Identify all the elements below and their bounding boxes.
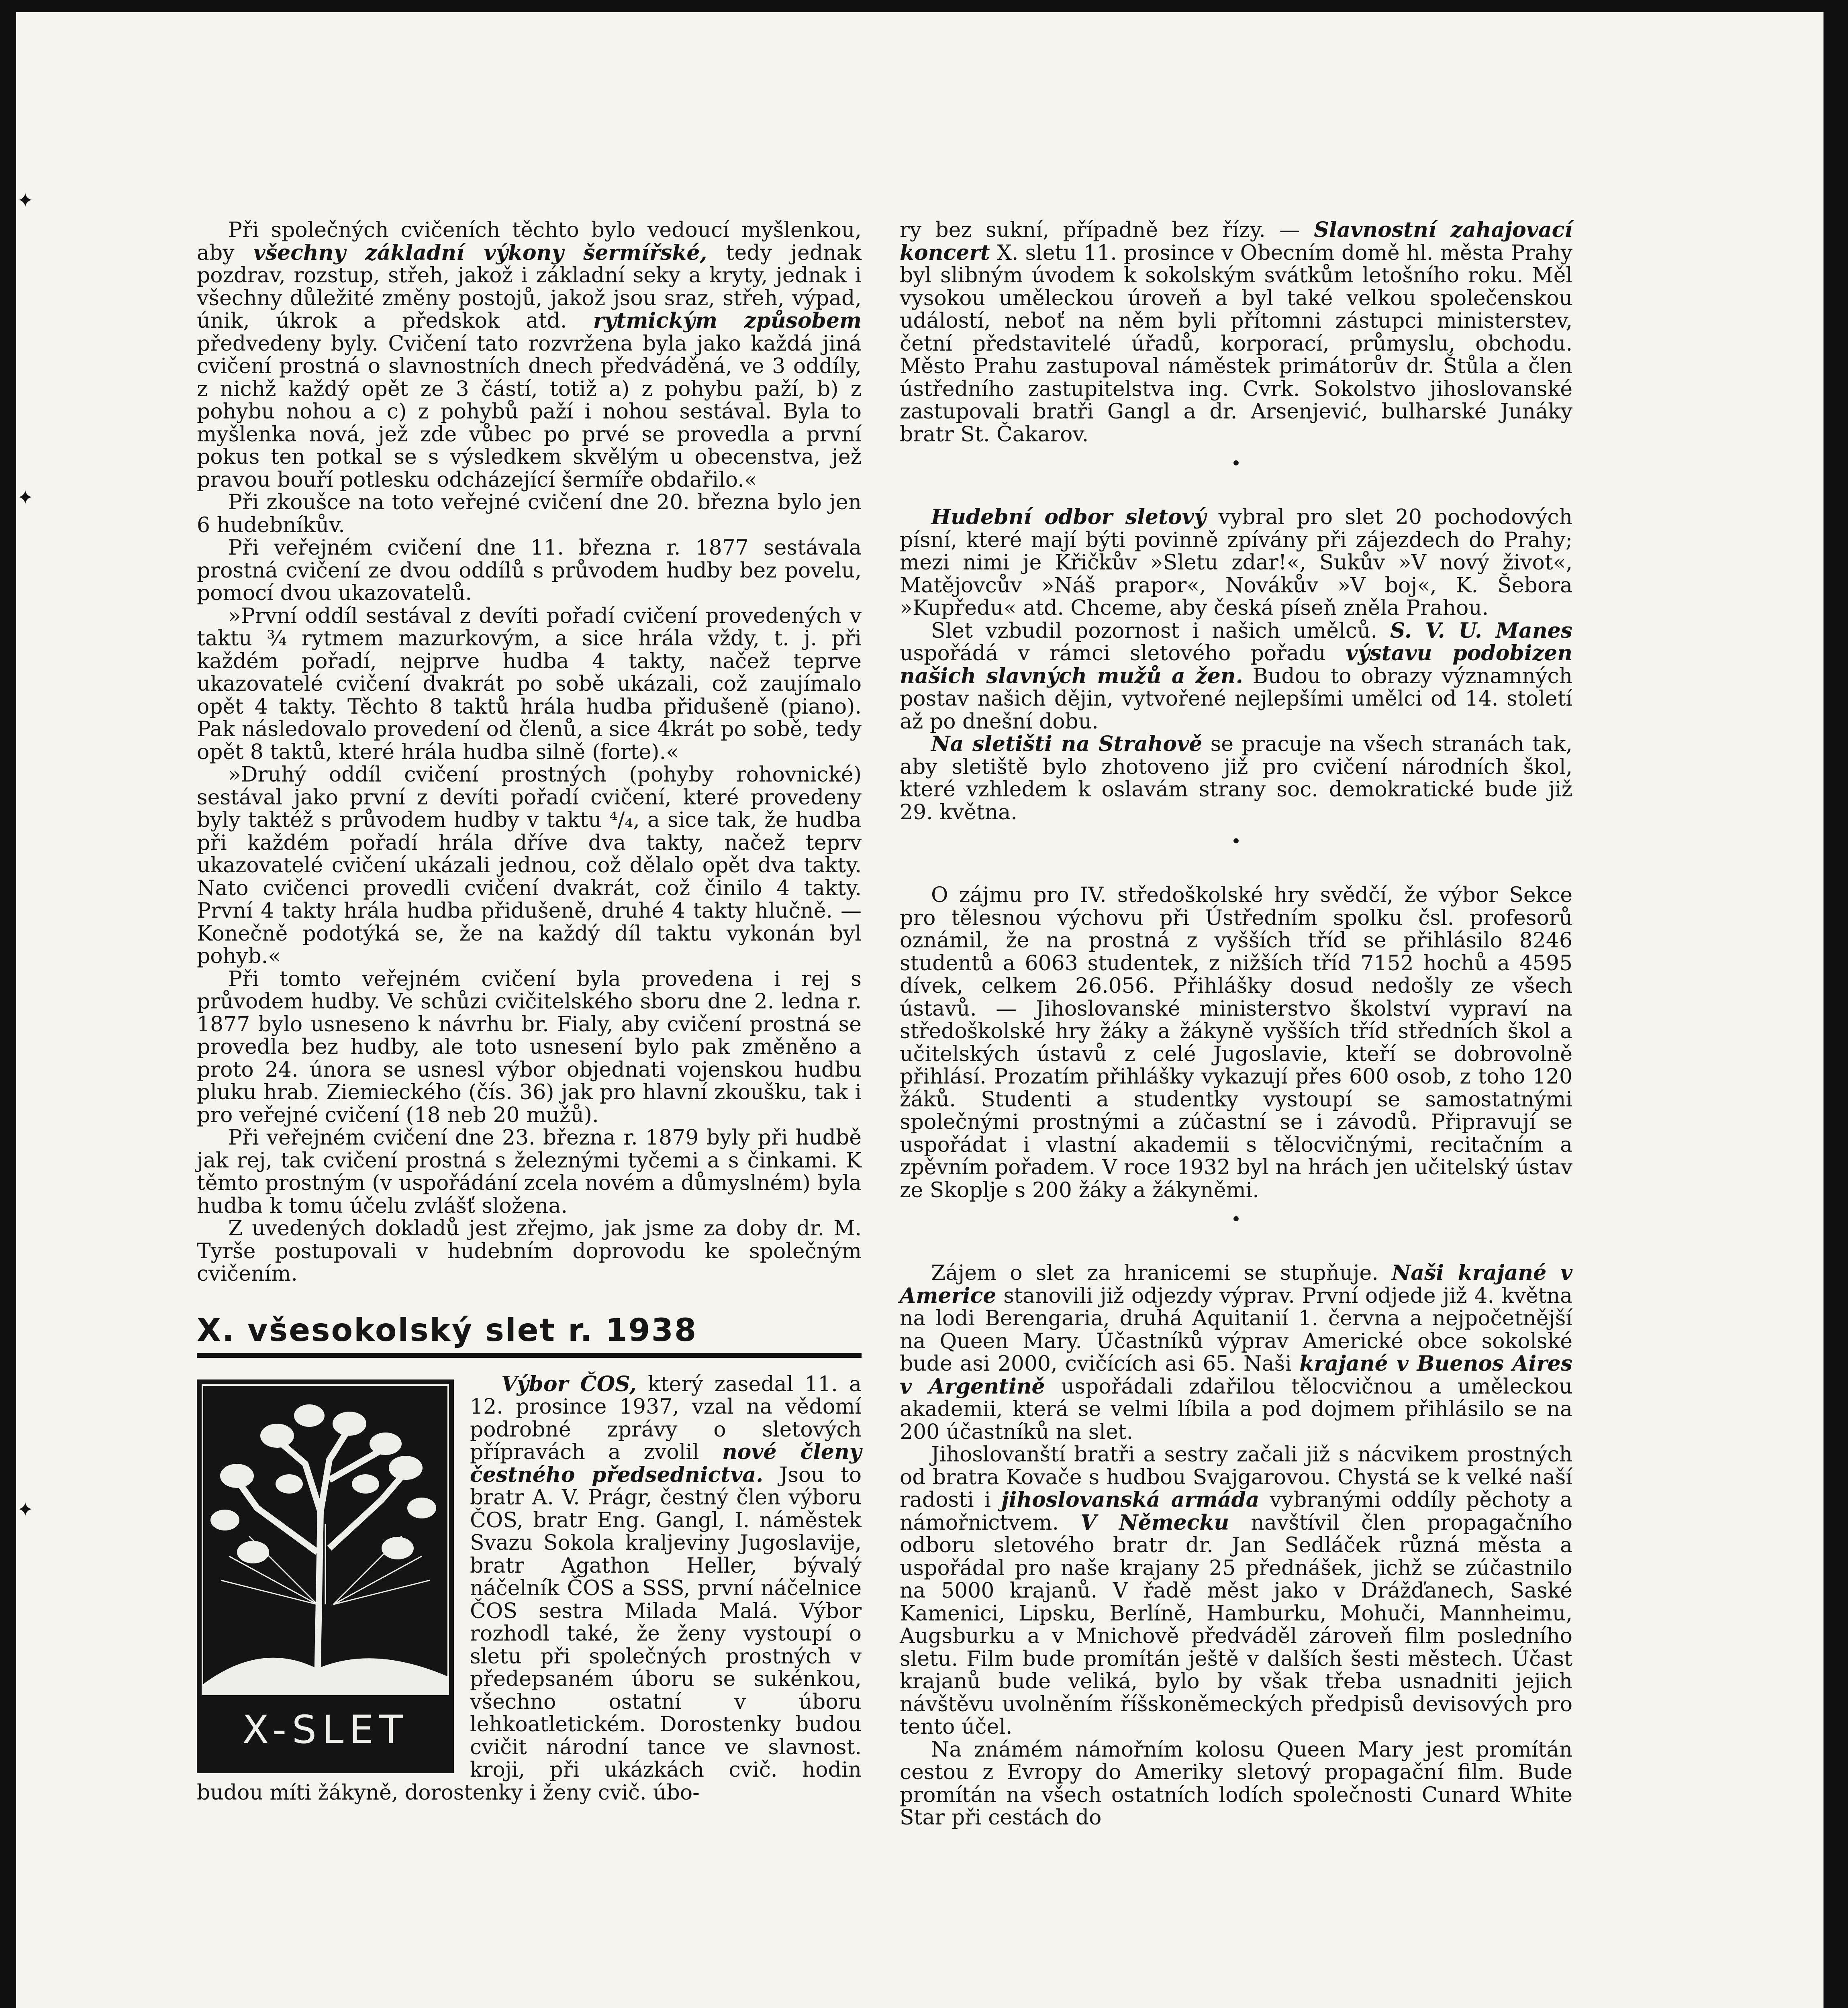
x-slet-logo xyxy=(197,1379,454,1773)
left-column xyxy=(197,219,862,1804)
paragraph: Při zkoušce na toto veřejné cvičení dne 20. března bylo jen 6 hudebníkův. xyxy=(197,490,862,537)
paragraph: Na sletišti na Strahově se pracuje na všech stranách tak, aby sletiště bylo zhotoveno již pro cvičení národních škol, které vzhledem k oslavám strany soc. demokratické bude již 29. května. xyxy=(900,732,1573,824)
binding-mark-icon: ✦ xyxy=(17,189,34,212)
paragraph: Zájem o slet za hranicemi se stupňuje. Naši krajané v Americe stanovili již odjezdy výprav. První odjede již 4. května na lodi Berengaria, druhá Aquitanií 1. června a nejpočetnější na Queen Mary. Účastníků výprav Americké obce sokolské bude asi 2000, cvičících asi 65. Naši krajané v Buenos Aires v Argentině uspořádali zdařilou tělocvičnou a uměleckou akademii, která se velmi líbila a pod dojmem přihlásilo se na 200 účastníků na slet. xyxy=(900,1261,1572,1444)
paragraph: »První oddíl sestával z devíti pořadí cvičení provedených v taktu ¾ rytmem mazurkovým, a sice hrála vždy, t. j. při každém pořadí, nejprve hudba 4 takty, načež teprve ukazovatelé cvičení dvakrát po sobě ukázali, což zaujímalo opět 4 takty. Těchto 8 taktů hrála hudba přidušeně (piano). Pak následovalo provedení od členů, a sice 4krát po sobě, tedy opět 8 taktů, které hrála hudba silně (forte).« xyxy=(197,604,862,764)
paragraph: »Druhý oddíl cvičení prostných (pohyby rohovnické) sestával jako první z devíti pořadí cvičení, které provedeny byly taktéž s průvodem hudby v taktu ⁴/₄, a sice tak, že hudba při každém pořadí hrála dříve dva takty, načež teprv ukazovatelé cvičení ukázali jednou, což dělalo opět dva takty. Nato cvičenci provedli cvičení dvakrát, což činilo 4 takty. První 4 takty hrála hudba přidušeně, druhé 4 takty hlučně. — Konečně podotýká se, že na každý díl taktu vykonán byl pohyb.« xyxy=(197,763,862,968)
right-column xyxy=(900,219,1572,1829)
magazine-page xyxy=(16,12,1823,2008)
paragraph: Na známém námořním kolosu Queen Mary jest promítán cestou z Evropy do Ameriky sletový propagační film. Bude promítán na všech ostatních lodích společnosti Cunard White Star při cestách do xyxy=(900,1737,1572,1830)
paragraph: Výbor ČOS, který zasedal 11. a 12. prosince 1937, vzal na vědomí podrobné zprávy o sletových přípravách a zvolil nové členy čestného předsednictva. Jsou to bratr A. V. Prágr, čestný člen výboru ČOS, bratr Eng. Gangl, I. náměstek Svazu Sokola kraljeviny Jugoslavije, bratr Agathon Heller, bývalý náčelník ČOS a SSS, první náčelnice ČOS sestra Milada Malá. Výbor rozhodl také, že ženy vystoupí o sletu při společných prostných v předepsaném úboru se sukénkou, všechno ostatní v úboru lehkoatletickém. Dorostenky budou cvičit národní tance ve slavnost. kroji, při ukázkách cvič. hodin budou míti žákyně, dorostenky i ženy cvič. úbo- xyxy=(197,1371,862,1805)
paragraph: Při veřejném cvičení dne 11. března r. 1877 sestávala prostná cvičení ze dvou oddílů s průvodem hudby bez povelu, pomocí dvou ukazovatelů. xyxy=(197,536,862,605)
paragraph: Hudební odbor sletový vybral pro slet 20 pochodových písní, které mají býti povinně zpívány při zájezdech do Prahy; mezi nimi je Křičkův »Sletu zdar!«, Sukův »V nový život«, Matějovcův »Náš prapor«, Novákův »V boj«, K. Šebora »Kupředu« atd. Chceme, aby česká píseň zněla Prahou. xyxy=(900,505,1572,620)
paragraph: Z uvedených dokladů jest zřejmo, jak jsme za doby dr. M. Tyrše postupovali v hudebním doprovodu ke společným cvičením. xyxy=(197,1216,862,1286)
separator-dot: • xyxy=(1231,453,1242,474)
paragraph: Při veřejném cvičení dne 23. března r. 1879 byly při hudbě jak rej, tak cvičení prostná s železnými tyčemi a s činkami. K těmto prostným (v uspořádání zcela novém a důmyslném) byla hudba k tomu účelu zvlášť složena. xyxy=(197,1126,862,1218)
tree-emblem-icon xyxy=(197,1379,454,1773)
paragraph: Slet vzbudil pozornost i našich umělců. S. V. U. Manes uspořádá v rámci sletového pořadu výstavu podobizen našich slavných mužů a žen. Budou to obrazy významných postav našich dějin, vytvořené nejlepšími umělci od 14. století až po dnešní dobu. xyxy=(900,618,1572,734)
section-heading: X. všesokolský slet r. 1938 xyxy=(197,1310,862,1358)
paragraph: Při společných cvičeních těchto bylo vedoucí myšlenkou, aby všechny základní výkony šermířské, tedy jednak pozdrav, rozstup, střeh, jakož i základní seky a kryty, jednak i všechny důležité změny postojů, jakož jsou sraz, střeh, výpad, únik, úkrok a předskok atd. rytmickým způsobem předvedeny byly. Cvičení tato rozvržena byla jako každá jiná cvičení prostná o slavnostních dnech předváděná, ve 3 oddíly, z nichž každý opět ze 3 částí, totiž a) z pohybu paží, b) z pohybu nohou a c) z pohybů paží i nohou sestával. Byla to myšlenka nová, jež zde vůbec po prvé se provedla a první pokus ten potkal se s výsledkem skvělým u obecenstva, jež pravou bouří potlesku odcházející šermíře obdařilo.« xyxy=(197,218,862,492)
binding-mark-icon: ✦ xyxy=(17,486,34,509)
paragraph: ry bez sukní, případně bez řízy. — Slavnostní zahajovací koncert X. sletu 11. prosince v Obecním domě hl. města Prahy byl slibným úvodem k sokolským svátkům letošního roku. Měl vysokou uměleckou úroveň a byl také velkou společenskou událostí, neboť na něm byli přítomni zástupci ministerstev, četní představitelé úřadů, korporací, průmyslu, obchodu. Město Prahu zastupoval náměstek primátorův dr. Štůla a člen ústředního zastupitelstva ing. Cvrk. Sokolstvo jihoslovanské zastupovali bratři Gangl a dr. Arsenjević, bulharské Junáky bratr St. Čakarov. xyxy=(900,218,1573,447)
section-body xyxy=(197,1373,862,1804)
separator-dot: • xyxy=(1231,831,1242,852)
separator-dot: • xyxy=(1231,1209,1242,1230)
binding-mark-icon: ✦ xyxy=(17,1498,34,1521)
logo-text: X-SLET xyxy=(242,1707,408,1752)
paragraph: O zájmu pro IV. středoškolské hry svědčí, že výbor Sekce pro tělesnou výchovu při Ústředním spolku čsl. profesorů oznámil, že na prostná z vyšších tříd se přihlásilo 8246 studentů a 6063 studentek, z nižších tříd 7152 hochů a 4595 dívek, celkem 26.056. Přihlášky dosud nedošly ze všech ústavů. — Jihoslovanské ministerstvo školství vypraví na středoškolské hry žáky a žákyně vyšších tříd středních škol a učitelských ústavů z celé Jugoslavie, kteří se dobrovolně přihlásí. Prozatím přihlášky vykazují přes 600 osob, z toho 120 žáků. Studenti a studentky vystoupí se samostatnými společnými prostnými a zúčastní se i závodů. Připravují se uspořádat i vlastní akademii s tělocvičnými, recitačním a zpěvním pořadem. V roce 1932 byl na hrách jen učitelský ústav ze Skoplje s 200 žáky a žákyněmi. xyxy=(900,883,1572,1202)
paragraph: Jihoslovanští bratři a sestry začali již s nácvikem prostných od bratra Kovače s hudbou Svajgarovou. Chystá se k velké naší radosti i jihoslovanská armáda vybranými oddíly pěchoty a námořnictvem. V Německu navštívil člen propagačního odboru sletového bratr dr. Jan Sedláček různá města a uspořádal pro naše krajany 25 přednášek, jichž se zúčastnilo na 5000 krajanů. V řadě měst jako v Drážďanech, Saské Kamenici, Lipsku, Berlíně, Hamburku, Mohuči, Mannheimu, Augsburku a v Mnichově předváděl zároveň film posledního sletu. Film bude promítán ještě v dalších šesti městech. Účast krajanů bude veliká, bylo by však třeba usnadniti jejich návštěvu uvolněním říšskoněmeckých předpisů devisových pro tento účel. xyxy=(900,1443,1573,1739)
paragraph: Při tomto veřejném cvičení byla provedena i rej s průvodem hudby. Ve schůzi cvičitelského sboru dne 2. ledna r. 1877 bylo usneseno k návrhu br. Fialy, aby cvičení prostná se provedla bez hudby, ale toto usnesení bylo pak změněno a proto 24. února se usnesl výbor objednati vojenskou hudbu pluku hrab. Ziemieckého (čís. 36) jak pro hlavní zkoušku, tak i pro veřejné cvičení (18 neb 20 mužů). xyxy=(197,967,862,1127)
